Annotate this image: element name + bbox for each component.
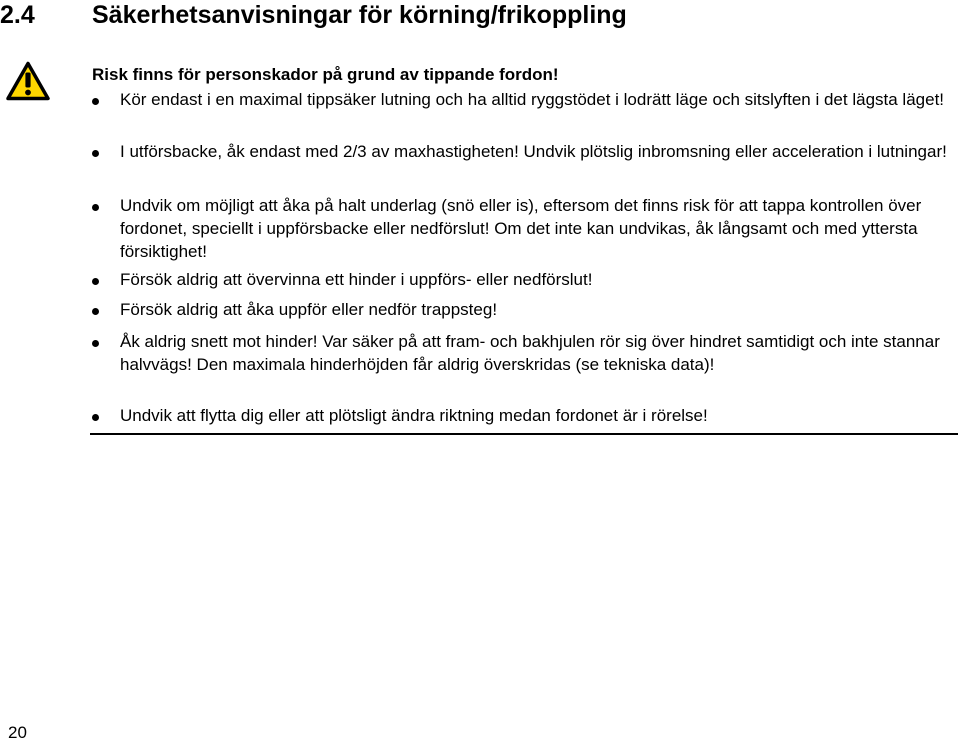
bullet-text: Försök aldrig att åka uppför eller nedför trappsteg! (120, 300, 498, 319)
bullet-text: Åk aldrig snett mot hinder! Var säker på att fram- och bakhjulen rör sig över hindret samtidigt och inte stannar halvvägs! Den maximala hinderhöjden får aldrig överskridas (se tekniska data)! (120, 332, 940, 374)
bullet-icon (92, 414, 99, 421)
bullet-icon (92, 308, 99, 315)
bullet-text: Kör endast i en maximal tippsäker lutning och ha alltid ryggstödet i lodrätt läge och sitslyften i det lägsta läget! (120, 90, 945, 109)
bullet-text: I utförsbacke, åk endast med 2/3 av maxhastigheten! Undvik plötslig inbromsning eller acceleration i lutningar! (120, 142, 947, 161)
page-number: 20 (8, 723, 27, 742)
bullet-icon (92, 340, 99, 347)
bullet-text: Försök aldrig att övervinna ett hinder i uppförs- eller nedförslut! (120, 270, 593, 289)
section-heading (0, 0, 627, 30)
bullet-icon (92, 278, 99, 285)
risk-warning-title: Risk finns för personskador på grund av tippande fordon! (92, 65, 559, 84)
section-number: 2.4 (0, 1, 35, 29)
section-divider (90, 433, 958, 435)
bullet-icon (92, 150, 99, 157)
bullet-icon (92, 204, 99, 211)
bullet-text: Undvik att flytta dig eller att plötsligt ändra riktning medan fordonet är i rörelse! (120, 406, 708, 425)
bullet-text: Undvik om möjligt att åka på halt underlag (snö eller is), eftersom det finns risk för att tappa kontrollen över fordonet, speciellt i uppförsbacke eller nedförslut! Om det inte kan undvikas, åk långsamt och med yttersta försiktighet! (120, 196, 922, 261)
bullet-icon (92, 98, 99, 105)
section-title: Säkerhetsanvisningar för körning/frikoppling (92, 1, 627, 29)
warning-triangle-icon (6, 61, 50, 101)
